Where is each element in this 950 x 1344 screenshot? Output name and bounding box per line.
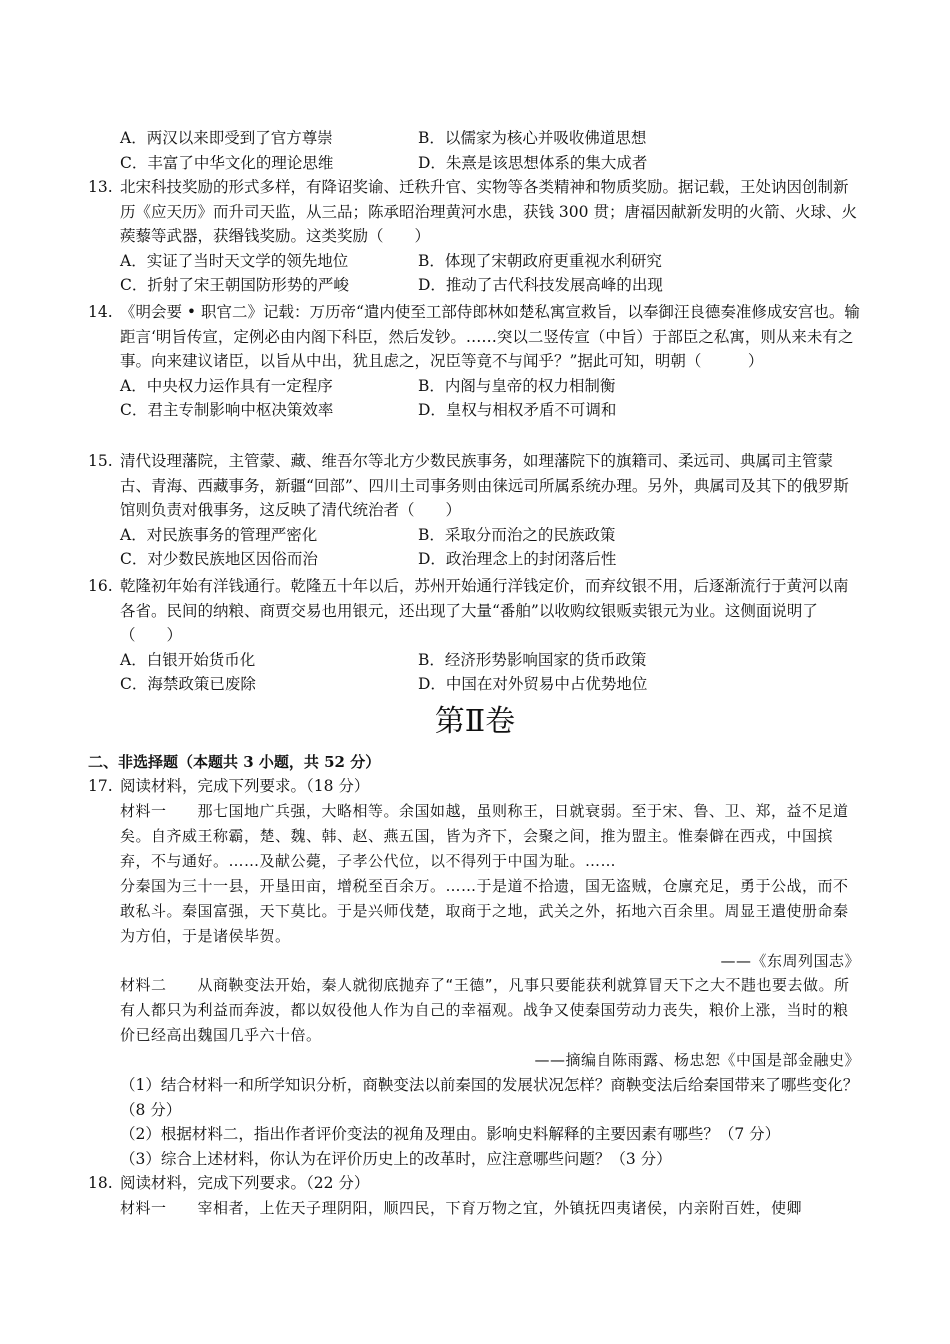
q15-option-a: A．对民族事务的管理严密化 [120,525,318,544]
q17-material-2 [120,973,860,1073]
material-paragraph: 材料一 那七国地广兵强，大略相等。余国如越，虽则称王，日就衰弱。至于宋、鲁、卫、郑，益不足道矣。自齐威王称霸，楚、魏、韩、赵、燕五国，皆为齐下，会聚之间，推为盟主。惟秦僻在西戎，中国摈弃，不与通好。……及献公薨，子孝公代位，以不得列于中国为耻。…… [120,802,849,870]
q12-option-d: D．朱熹是该思想体系的集大成者 [418,153,648,172]
q14-option-c: C．君主专制影响中枢决策效率 [120,401,334,419]
q15-option-c: C．对少数民族地区因俗而治 [120,550,318,568]
question-16 [88,574,860,697]
q15-option-d: D．政治理念上的封闭落后性 [418,550,617,568]
subquestion-1: （1）结合材料一和所学知识分析，商鞅变法以前秦国的发展状况怎样？商鞅变法后给秦国带来了哪些变化？（8 分） [120,1076,859,1119]
q16-option-b: B．经济形势影响国家的货币政策 [418,650,647,669]
q14-option-a: A．中央权力运作具有一定程序 [120,376,333,395]
q12-option-c: C．丰富了中华文化的理论思维 [120,153,334,172]
q16-option-c: C．海禁政策已废除 [120,675,256,693]
q13-option-d: D．推动了古代科技发展高峰的出现 [418,276,663,294]
question-17 [88,774,860,799]
subquestion-3: （3）综合上述材料，你认为在评价历史上的改革时，应注意哪些问题？（3 分） [120,1149,672,1168]
question-number: 16. [88,577,113,595]
question-stem: 北宋科技奖励的形式多样，有降诏奖谕、迁秩升官、实物等各类精神和物质奖励。据记载，王处讷因创制新历《应天历》而升司天监，从三品；陈承昭治理黄河水患，获钱 300 贯；唐福因献新发明的火箭、火球、火蒺藜等武器，获缗钱奖励。这类奖励（ ） [120,178,857,245]
question-12-options [88,126,860,175]
q16-option-d: D．中国在对外贸易中占优势地位 [418,675,648,693]
q12-option-b: B．以儒家为核心并吸收佛道思想 [418,129,647,147]
q16-option-a: A．白银开始货币化 [120,650,256,669]
subquestion-2: （2）根据材料二，指出作者评价变法的视角及理由。影响史料解释的主要因素有哪些？（7 分） [120,1125,781,1143]
q17-material-1 [120,799,860,974]
material-paragraph: 材料一 宰相者，上佐天子理阴阳，顺四民，下育万物之宜，外镇抚四夷诸侯，内亲附百姓，使卿 [120,1199,803,1217]
question-stem: 清代设理藩院，主管蒙、藏、维吾尔等北方少数民族事务，如理藩院下的旗籍司、柔远司、典属司主管蒙古、青海、西藏事务，新疆“回部”、四川土司事务则由徕远司所属系统办理。另外，典属司及其下的俄罗斯馆则负责对俄事务，这反映了清代统治者（ ） [120,452,849,519]
q13-option-c: C．折射了宋王朝国防形势的严峻 [120,276,349,294]
question-stem: 《明会要 • 职官二》记载：万历帝“遣内使至工部侍郎林如楚私寓宣救旨，以奉御汪良德奏准修成安宫也。输距言‘明旨传宣，定例必由内阁下科臣，然后发钞。……突以二竖传宣（中旨）于部臣之私寓，则从来未有之事。向来建议诸臣，以旨从中出，犹且虑之，况臣等竟不与闻乎？”据此可知，明朝（ ） [120,303,860,370]
question-number: 18. [88,1174,113,1192]
section-heading: 二、非选择题（本题共 3 小题，共 52 分） [88,753,381,771]
question-stem: 阅读材料，完成下列要求。（18 分） [120,777,370,795]
question-stem: 乾隆初年始有洋钱通行。乾隆五十年以后，苏州开始通行洋钱定价，而弃纹银不用，后逐渐流行于黄河以南各省。民间的纳粮、商贾交易也用银元，还出现了大量“番舶”以收购纹银贩卖银元为业。这侧面说明了（ ） [120,577,849,644]
q12-option-a: A．两汉以来即受到了官方尊崇 [120,129,333,147]
question-13 [88,175,860,298]
material-paragraph: 分秦国为三十一县，开垦田亩，增税至百余万。……于是道不拾遗，国无盗贼，仓廪充足，勇于公战，而不敢私斗。秦国富强，天下莫比。于是兴师伐楚，取商于之地，武关之外，拓地六百余里。周显王遣使册命秦为方伯，于是诸侯毕贺。 [120,877,849,945]
question-number: 13. [88,178,113,196]
material-paragraph: 材料二 从商鞅变法开始，秦人就彻底抛弃了“王德”，凡事只要能获利就算冒天下之大不韪也要去做。所有人都只为利益而奔波，都以奴役他人作为自己的幸福观。战争又使秦国劳动力丧失，粮价上涨，当时的粮价已经高出魏国几乎六十倍。 [120,976,850,1044]
q13-option-a: A．实证了当时天文学的领先地位 [120,251,349,270]
part-2-title: 第Ⅱ卷 [434,704,516,739]
question-stem: 阅读材料，完成下列要求。（22 分） [120,1174,370,1192]
question-18 [88,1171,860,1196]
question-number: 14. [88,303,113,321]
question-14 [88,300,860,423]
material-source: ——摘编自陈雨露、杨忠恕《中国是部金融史》 [534,1051,860,1069]
q15-option-b: B．采取分而治之的民族政策 [418,525,616,544]
question-number: 17. [88,777,113,795]
material-source: ——《东周列国志》 [720,952,860,970]
q18-material-1 [120,1196,860,1221]
q14-option-b: B．内阁与皇帝的权力相制衡 [418,376,616,395]
q13-option-b: B．体现了宋朝政府更重视水利研究 [418,251,662,270]
question-number: 15. [88,452,113,470]
q17-subquestions [120,1073,860,1171]
question-15 [88,449,860,572]
q14-option-d: D．皇权与相权矛盾不可调和 [418,401,617,419]
